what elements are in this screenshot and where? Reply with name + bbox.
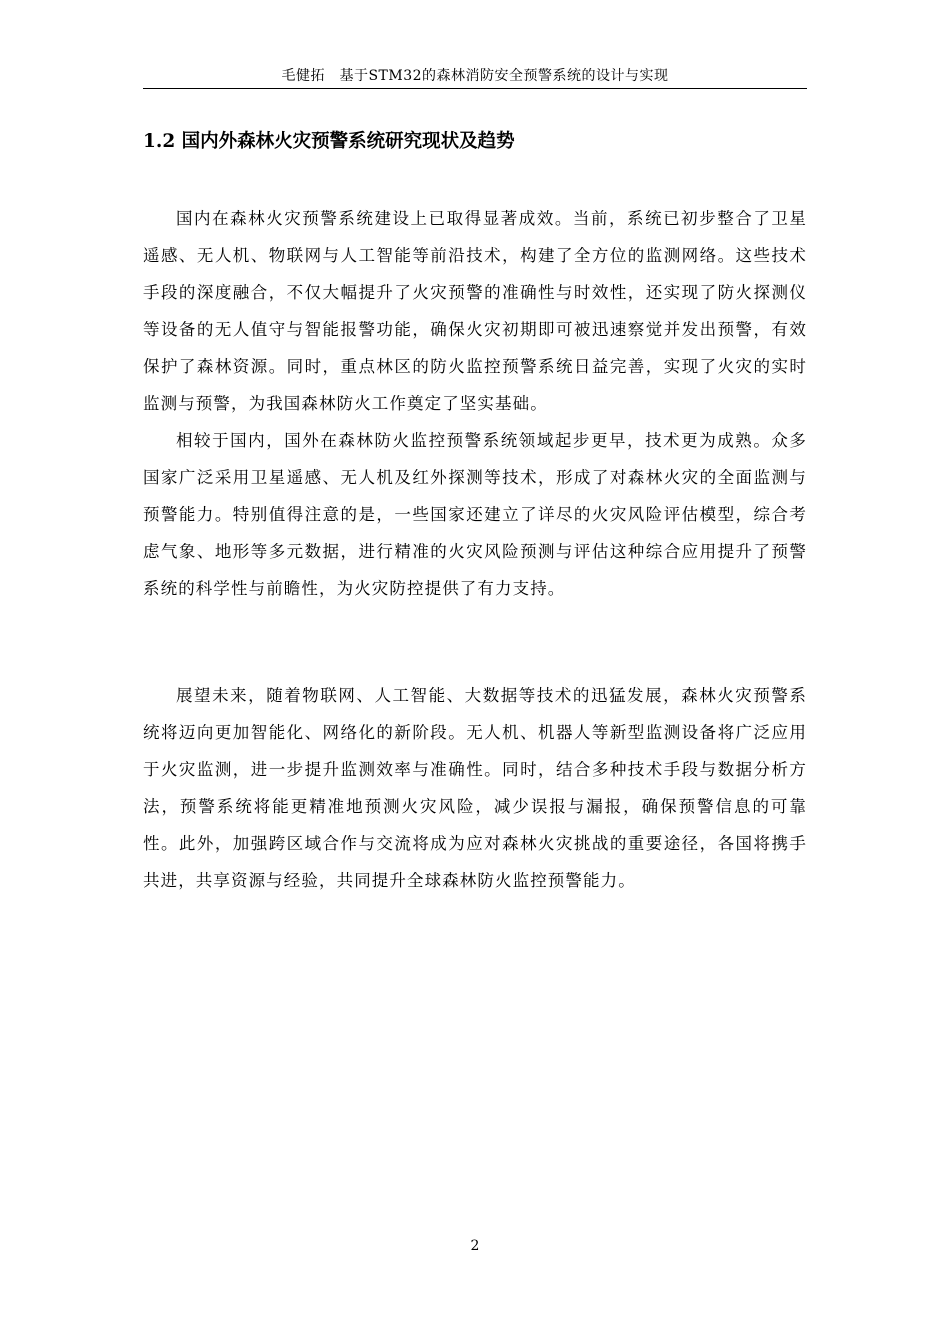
section-title: 1.2 国内外森林火灾预警系统研究现状及趋势 [143,131,515,152]
body-text-block-2 [143,677,807,899]
page-number: 2 [470,1238,480,1254]
paragraph-domestic-status: 国内在森林火灾预警系统建设上已取得显著成效。当前，系统已初步整合了卫星遥感、无人机、物联网与人工智能等前沿技术，构建了全方位的监测网络。这些技术手段的深度融合，不仅大幅提升了火灾预警的准确性与时效性，还实现了防火探测仪等设备的无人值守与智能报警功能，确保火灾初期即可被迅速察觉并发出预警，有效保护了森林资源。同时，重点林区的防火监控预警系统日益完善，实现了火灾的实时监测与预警，为我国森林防火工作奠定了坚实基础。 [143,209,807,413]
page-header: 毛健拓 基于STM32的森林消防安全预警系统的设计与实现 [143,66,807,89]
body-text-block-1 [143,200,807,607]
paragraph-future-trends: 展望未来，随着物联网、人工智能、大数据等技术的迅猛发展，森林火灾预警系统将迈向更加智能化、网络化的新阶段。无人机、机器人等新型监测设备将广泛应用于火灾监测，进一步提升监测效率与准确性。同时，结合多种技术手段与数据分析方法，预警系统将能更精准地预测火灾风险，减少误报与漏报，确保预警信息的可靠性。此外，加强跨区域合作与交流将成为应对森林火灾挑战的重要途径，各国将携手共进，共享资源与经验，共同提升全球森林防火监控预警能力。 [143,686,807,890]
paragraph-foreign-status: 相较于国内，国外在森林防火监控预警系统领域起步更早，技术更为成熟。众多国家广泛采用卫星遥感、无人机及红外探测等技术，形成了对森林火灾的全面监测与预警能力。特别值得注意的是，一些国家还建立了详尽的火灾风险评估模型，综合考虑气象、地形等多元数据，进行精准的火灾风险预测与评估这种综合应用提升了预警系统的科学性与前瞻性，为火灾防控提供了有力支持。 [143,431,807,598]
